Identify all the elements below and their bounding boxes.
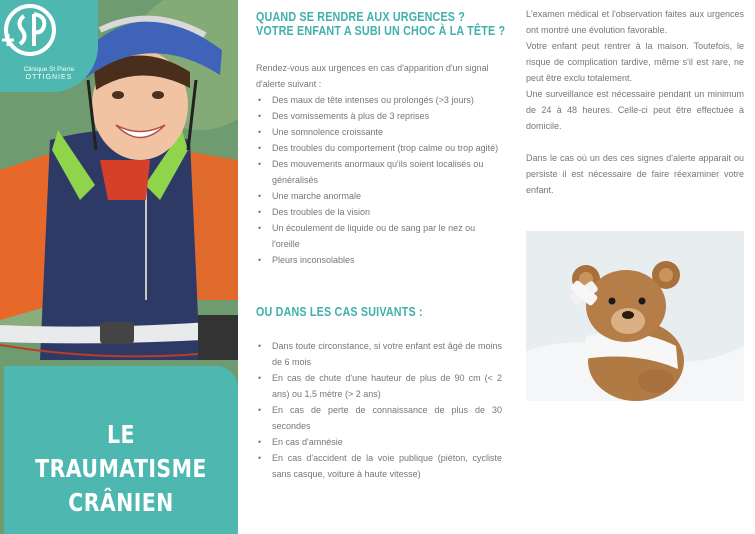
paragraph-return-home: Votre enfant peut rentrer à la maison. Toutefois, le risque de complication tardive, même s'il est rare, ne peut être exclu totalement. [526,41,744,83]
other-cases-list [256,338,502,482]
list-item: • Dans toute circonstance, si votre enfant est âgé de moins de 6 mois [256,338,502,370]
title-line-2: CRÂNIEN [68,488,174,517]
list-item: • Une somnolence croissante [256,124,502,140]
paragraph-exam: L'examen médical et l'observation faites aux urgences ont montré une évolution favorable. [526,9,744,35]
warning-signs-list [256,92,502,268]
section1-heading-line2: VOTRE ENFANT A SUBI UN CHOC À LA TÊTE ? [256,24,506,38]
child-bike-photo [0,0,238,534]
list-item: • Pleurs inconsolables [256,252,502,268]
list-item: • Une marche anormale [256,188,502,204]
title-block [4,366,238,534]
right-column [526,6,744,198]
list-item: • Des vomissements à plus de 3 reprises [256,108,502,124]
list-item: • Un écoulement de liquide ou de sang par le nez ou l'oreille [256,220,502,252]
section1-intro: Rendez-vous aux urgences en cas d'apparition d'un signal d'alerte suivant : [256,63,489,89]
logo-name: Clinique St Pierre [23,66,75,73]
list-item: • Des mouvements anormaux qu'ils soient localisés ou généralisés [256,156,502,188]
logo-city: OTTIGNIES [25,74,73,81]
page-title [25,418,217,520]
paragraph-surveillance: Une surveillance est nécessaire pendant un minimum de 24 à 48 heures. Celle-ci peut être effectuée à domicile. [526,89,744,131]
section2-heading: OU DANS LES CAS SUIVANTS : [256,305,423,319]
paragraph-reexamine: Dans le cas où un des ces signes d'alerte apparait ou persiste il est nécessaire de faire réexaminer votre enfant. [526,153,744,195]
list-item: • Des maux de tête intenses ou prolongés (>3 jours) [256,92,502,108]
teddy-bear-illustration [526,231,744,401]
section1-heading-line1: QUAND SE RENDRE AUX URGENCES ? [256,10,466,24]
teddy-bear-photo [526,231,744,401]
list-item: • En cas d'amnésie [256,434,502,450]
title-line-1: LE TRAUMATISME [35,420,207,483]
list-item: • En cas de perte de connaissance de plus de 30 secondes [256,402,502,434]
list-item: • Des troubles du comportement (trop calme ou trop agité) [256,140,502,156]
clinic-logo-icon [0,0,60,60]
list-item: • En cas d'accident de la voie publique (piéton, cycliste sans casque, voiture à haute vitesse) [256,450,502,482]
list-item: • Des troubles de la vision [256,204,502,220]
list-item: • En cas de chute d'une hauteur de plus de 90 cm (< 2 ans) ou 1,5 mètre (> 2 ans) [256,370,502,402]
logo-block [0,0,98,92]
